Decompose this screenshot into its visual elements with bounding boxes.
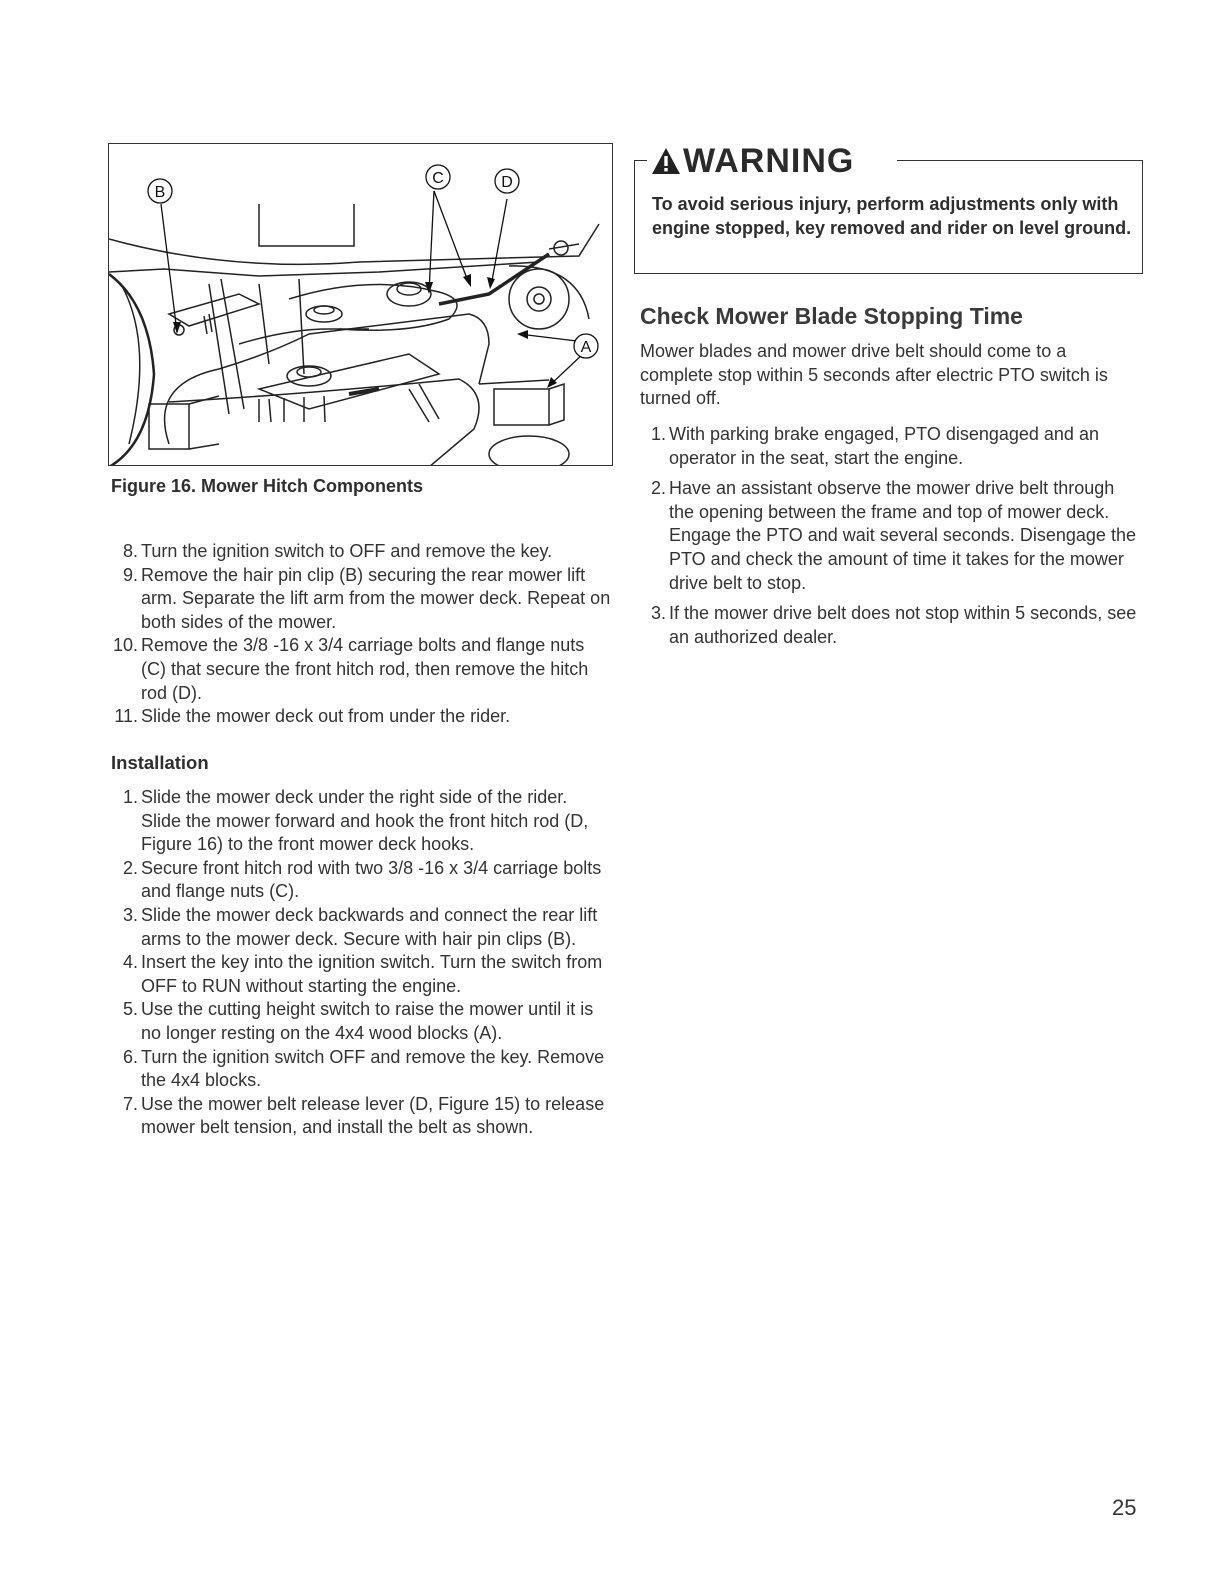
step-number: 7. xyxy=(122,1093,138,1114)
list-item xyxy=(112,951,612,998)
step-number: 5. xyxy=(122,999,138,1020)
list-item xyxy=(112,998,612,1045)
page-number: 25 xyxy=(1112,1495,1137,1520)
callout-b: B xyxy=(154,184,166,201)
step-number: 10. xyxy=(112,635,138,656)
step-text: Slide the mower deck under the right side of the rider. Slide the mower forward and hook the front hitch rod (D, Figure 16) to the front mower deck hooks. xyxy=(141,787,589,855)
step-text: Secure front hitch rod with two 3/8 -16 x 3/4 carriage bolts and flange nuts (C). xyxy=(141,857,602,902)
callout-c: C xyxy=(432,170,444,187)
warning-border-right xyxy=(897,160,1142,161)
figure-16-illustration xyxy=(108,143,613,466)
step-text: Use the mower belt release lever (D, Figure 15) to release mower belt tension, and install the belt as shown. xyxy=(141,1093,605,1138)
list-item xyxy=(640,477,1140,595)
step-text: Use the cutting height switch to raise the mower until it is no longer resting on the 4x4 wood blocks (A). xyxy=(141,999,594,1043)
list-item xyxy=(640,602,1140,649)
figure-caption: Figure 16. Mower Hitch Components xyxy=(111,476,424,496)
warning-border-left xyxy=(635,160,647,161)
warning-title-text: WARNING xyxy=(683,142,855,180)
list-item xyxy=(112,564,612,635)
check-section-title: Check Mower Blade Stopping Time xyxy=(640,303,1023,329)
step-text: Turn the ignition switch OFF and remove the key. Remove the 4x4 blocks. xyxy=(141,1046,605,1091)
step-text: Have an assistant observe the mower drive belt through the opening between the frame and top of mower deck. Engage the PTO and wait several seconds. Disengage the PTO and check the amount of time it takes for the mower drive belt to stop. xyxy=(669,478,1136,593)
step-text: Insert the key into the ignition switch. Turn the switch from OFF to RUN without starting the engine. xyxy=(141,952,603,996)
step-number: 1. xyxy=(122,787,138,807)
step-text: Slide the mower deck out from under the rider. xyxy=(141,706,511,727)
step-text: Turn the ignition switch to OFF and remove the key. xyxy=(141,541,553,561)
list-item xyxy=(112,634,612,705)
step-number: 6. xyxy=(122,1046,138,1067)
step-number: 3. xyxy=(122,904,138,925)
list-item xyxy=(112,705,612,729)
warning-box xyxy=(634,142,1143,274)
list-item xyxy=(112,1046,612,1093)
list-item xyxy=(112,540,612,564)
installation-steps-list xyxy=(112,786,612,1140)
step-number: 8. xyxy=(122,541,138,561)
list-item xyxy=(640,423,1140,470)
list-item xyxy=(112,786,612,857)
step-number: 1. xyxy=(650,424,666,444)
callout-a: A xyxy=(580,339,592,356)
list-item xyxy=(112,904,612,951)
step-number: 3. xyxy=(650,603,666,624)
warning-title xyxy=(649,143,860,179)
check-steps-list xyxy=(640,423,1140,656)
mower-hitch-drawing xyxy=(109,144,613,466)
step-text: Remove the 3/8 -16 x 3/4 carriage bolts and flange nuts (C) that secure the front hitch rod, then remove the hitch rod (D). xyxy=(141,635,589,703)
list-item xyxy=(112,857,612,904)
installation-heading: Installation xyxy=(111,752,209,773)
removal-steps-list xyxy=(112,540,612,729)
step-number: 9. xyxy=(122,564,138,585)
step-text: Remove the hair pin clip (B) securing the rear mower lift arm. Separate the lift arm from the mower deck. Repeat on both sides of the mower. xyxy=(141,564,611,632)
step-text: If the mower drive belt does not stop within 5 seconds, see an authorized dealer. xyxy=(669,603,1137,647)
step-text: With parking brake engaged, PTO disengaged and an operator in the seat, start the engine. xyxy=(669,424,1099,468)
warning-text: To avoid serious injury, perform adjustments only with engine stopped, key removed and rider on level ground. xyxy=(652,194,1132,238)
step-number: 11. xyxy=(114,706,138,727)
step-number: 4. xyxy=(122,952,138,973)
step-number: 2. xyxy=(650,478,666,499)
warning-triangle-icon xyxy=(651,147,681,175)
step-number: 2. xyxy=(122,857,138,878)
list-item xyxy=(112,1093,612,1140)
callout-d: D xyxy=(501,174,513,191)
check-section-intro: Mower blades and mower drive belt should come to a complete stop within 5 seconds after electric PTO switch is turned off. xyxy=(640,341,1108,409)
step-text: Slide the mower deck backwards and connect the rear lift arms to the mower deck. Secure with hair pin clips (B). xyxy=(141,904,598,949)
